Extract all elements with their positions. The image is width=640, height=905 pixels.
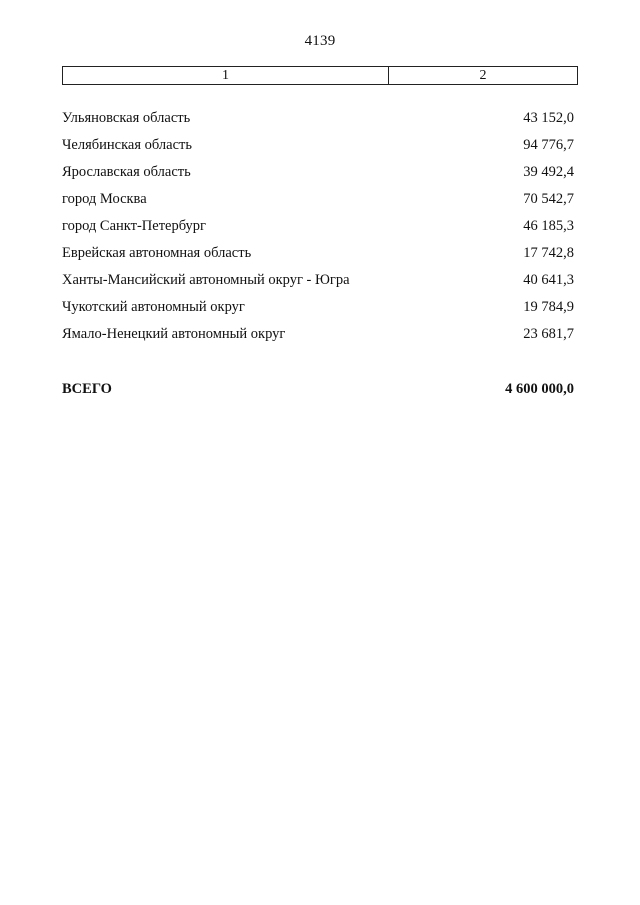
region-list: [62, 110, 574, 353]
region-value: 94 776,7: [523, 137, 574, 153]
table-row: [62, 245, 574, 272]
total-label: ВСЕГО: [62, 381, 112, 397]
region-value: 19 784,9: [523, 299, 574, 315]
region-name: Ярославская область: [62, 164, 191, 180]
region-name: Ямало-Ненецкий автономный округ: [62, 326, 286, 342]
region-name: город Санкт-Петербург: [62, 218, 207, 234]
region-name: город Москва: [62, 191, 147, 207]
region-value: 46 185,3: [523, 218, 574, 234]
table-row: [62, 218, 574, 245]
page-number: 4139: [304, 33, 336, 49]
table-row: [62, 326, 574, 353]
region-value: 43 152,0: [523, 110, 574, 126]
table-row: [62, 164, 574, 191]
region-name: Челябинская область: [62, 137, 192, 153]
region-name: Ульяновская область: [62, 110, 191, 126]
region-name: Еврейская автономная область: [62, 245, 252, 261]
table-row: [62, 137, 574, 164]
total-row: [62, 381, 574, 398]
table-row: [62, 191, 574, 218]
table-row: [62, 110, 574, 137]
region-value: 70 542,7: [523, 191, 574, 207]
region-name: Ханты-Мансийский автономный округ - Югра: [62, 272, 350, 288]
table-row: [62, 299, 574, 326]
region-value: 40 641,3: [523, 272, 574, 288]
column-header-2: 2: [479, 67, 487, 83]
region-name: Чукотский автономный округ: [62, 299, 245, 315]
region-value: 39 492,4: [523, 164, 574, 180]
column-header-table: [62, 66, 578, 85]
total-value: 4 600 000,0: [505, 381, 574, 397]
region-value: 17 742,8: [523, 245, 574, 261]
column-header-1: 1: [63, 67, 389, 84]
table-row: [62, 272, 574, 299]
region-value: 23 681,7: [523, 326, 574, 342]
